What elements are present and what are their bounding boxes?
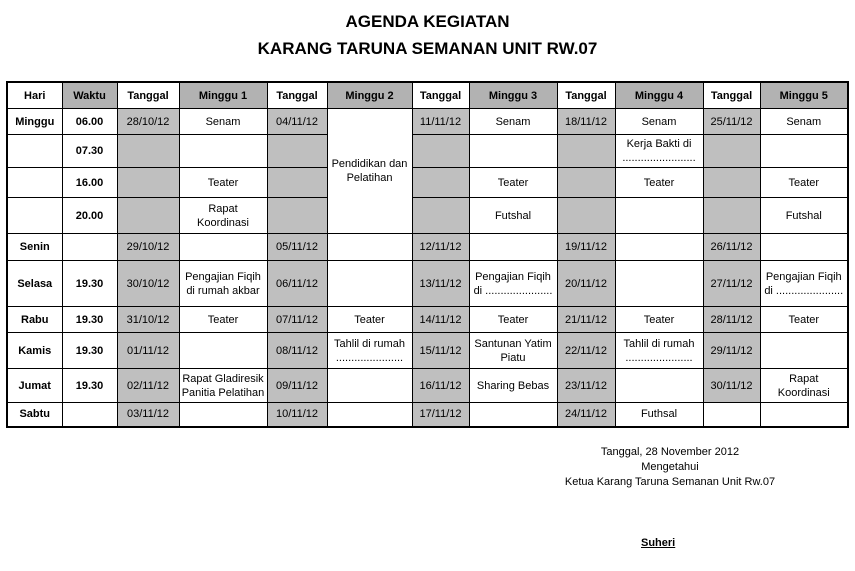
column-header: Minggu 1 [179,82,267,109]
activity-cell: Pengajian Fiqih di ...................... [760,261,848,307]
date-cell: 22/11/12 [557,333,615,369]
time-cell: 19.30 [62,333,117,369]
date-cell [412,198,469,234]
activity-cell: Futhsal [615,403,703,427]
date-cell: 14/11/12 [412,307,469,333]
day-cell: Senin [7,234,62,261]
activity-cell: Rapat Koordinasi [760,369,848,403]
date-cell: 29/11/12 [703,333,760,369]
activity-cell [760,135,848,168]
activity-cell [615,261,703,307]
day-cell: Minggu [7,109,62,135]
activity-cell: Tahlil di rumah ...................... [327,333,412,369]
activity-cell: Sharing Bebas [469,369,557,403]
column-header: Hari [7,82,62,109]
activity-cell [179,333,267,369]
activity-cell [760,234,848,261]
day-cell: Jumat [7,369,62,403]
activity-cell [179,234,267,261]
activity-cell: Pengajian Fiqih di rumah akbar [179,261,267,307]
date-cell: 24/11/12 [557,403,615,427]
date-cell: 06/11/12 [267,261,327,307]
date-cell: 19/11/12 [557,234,615,261]
date-cell: 18/11/12 [557,109,615,135]
day-cell: Sabtu [7,403,62,427]
date-cell: 02/11/12 [117,369,179,403]
activity-cell [327,403,412,427]
date-cell: 28/10/12 [117,109,179,135]
document-title: AGENDA KEGIATAN [345,12,510,31]
day-cell [7,198,62,234]
date-cell [557,198,615,234]
column-header: Tanggal [412,82,469,109]
date-cell [557,168,615,198]
activity-cell: Teater [615,168,703,198]
table-row [7,369,848,403]
footer-date: Tanggal, 28 November 2012 [600,446,740,458]
activity-cell: Senam [615,109,703,135]
date-cell: 09/11/12 [267,369,327,403]
date-cell: 03/11/12 [117,403,179,427]
document-subtitle: KARANG TARUNA SEMANAN UNIT RW.07 [257,39,598,58]
activity-cell [179,135,267,168]
day-cell [7,168,62,198]
date-cell: 07/11/12 [267,307,327,333]
date-cell: 13/11/12 [412,261,469,307]
table-row [7,168,848,198]
date-cell: 27/11/12 [703,261,760,307]
activity-cell [760,403,848,427]
date-cell: 23/11/12 [557,369,615,403]
activity-cell: Rapat Gladiresik Panitia Pelatihan [179,369,267,403]
date-cell: 29/10/12 [117,234,179,261]
activity-cell: Futshal [760,198,848,234]
date-cell: 01/11/12 [117,333,179,369]
day-cell [7,135,62,168]
activity-cell [327,261,412,307]
column-header: Tanggal [557,82,615,109]
date-cell: 10/11/12 [267,403,327,427]
activity-cell: Teater [469,168,557,198]
date-cell [412,168,469,198]
time-cell [62,403,117,427]
date-cell: 30/11/12 [703,369,760,403]
header-row [7,82,848,109]
date-cell: 21/11/12 [557,307,615,333]
day-cell: Kamis [7,333,62,369]
time-cell: 20.00 [62,198,117,234]
column-header: Minggu 2 [327,82,412,109]
activity-cell: Teater [615,307,703,333]
day-cell: Rabu [7,307,62,333]
activity-cell: Senam [760,109,848,135]
date-cell [557,135,615,168]
footer-role: Ketua Karang Taruna Semanan Unit Rw.07 [564,476,776,488]
table-row [7,403,848,427]
activity-cell: Teater [179,168,267,198]
column-header: Minggu 4 [615,82,703,109]
activity-cell [615,369,703,403]
time-cell [62,234,117,261]
activity-cell [179,403,267,427]
date-cell: 31/10/12 [117,307,179,333]
date-cell: 15/11/12 [412,333,469,369]
date-cell [117,135,179,168]
date-cell [703,403,760,427]
activity-cell: Rapat Koordinasi [179,198,267,234]
activity-cell-merged: Pendidikan dan Pelatihan [327,109,412,234]
footer-acknowledged: Mengetahui [641,461,699,473]
date-cell: 04/11/12 [267,109,327,135]
table-row [7,198,848,234]
date-cell [117,198,179,234]
activity-cell: Teater [760,168,848,198]
date-cell [703,168,760,198]
column-header: Waktu [62,82,117,109]
activity-cell [469,403,557,427]
time-cell: 19.30 [62,369,117,403]
time-cell: 16.00 [62,168,117,198]
date-cell [412,135,469,168]
date-cell [267,168,327,198]
signer-name: Suheri [641,537,676,549]
date-cell [703,198,760,234]
date-cell: 05/11/12 [267,234,327,261]
date-cell: 12/11/12 [412,234,469,261]
date-cell: 26/11/12 [703,234,760,261]
activity-cell [615,234,703,261]
activity-cell [327,369,412,403]
activity-cell: Senam [179,109,267,135]
activity-cell: Futshal [469,198,557,234]
date-cell [267,198,327,234]
date-cell: 08/11/12 [267,333,327,369]
time-cell: 19.30 [62,261,117,307]
agenda-table [6,81,849,428]
activity-cell: Teater [327,307,412,333]
activity-cell [469,135,557,168]
activity-cell [760,333,848,369]
activity-cell: Teater [469,307,557,333]
activity-cell: Tahlil di rumah ...................... [615,333,703,369]
activity-cell: Santunan Yatim Piatu [469,333,557,369]
activity-cell: Senam [469,109,557,135]
date-cell: 11/11/12 [412,109,469,135]
date-cell [703,135,760,168]
activity-cell: Kerja Bakti di ........................ [615,135,703,168]
activity-cell: Pengajian Fiqih di ...................... [469,261,557,307]
date-cell: 28/11/12 [703,307,760,333]
column-header: Tanggal [703,82,760,109]
table-row [7,261,848,307]
activity-cell: Teater [760,307,848,333]
time-cell: 06.00 [62,109,117,135]
column-header: Minggu 3 [469,82,557,109]
date-cell: 16/11/12 [412,369,469,403]
date-cell: 20/11/12 [557,261,615,307]
table-row [7,333,848,369]
date-cell [267,135,327,168]
date-cell [117,168,179,198]
activity-cell [327,234,412,261]
date-cell: 17/11/12 [412,403,469,427]
time-cell: 07.30 [62,135,117,168]
date-cell: 25/11/12 [703,109,760,135]
date-cell: 30/10/12 [117,261,179,307]
activity-cell: Teater [179,307,267,333]
column-header: Tanggal [267,82,327,109]
table-row [7,135,848,168]
activity-cell [469,234,557,261]
time-cell: 19.30 [62,307,117,333]
column-header: Minggu 5 [760,82,848,109]
table-row [7,109,848,135]
activity-cell [615,198,703,234]
column-header: Tanggal [117,82,179,109]
table-row [7,307,848,333]
table-row [7,234,848,261]
day-cell: Selasa [7,261,62,307]
